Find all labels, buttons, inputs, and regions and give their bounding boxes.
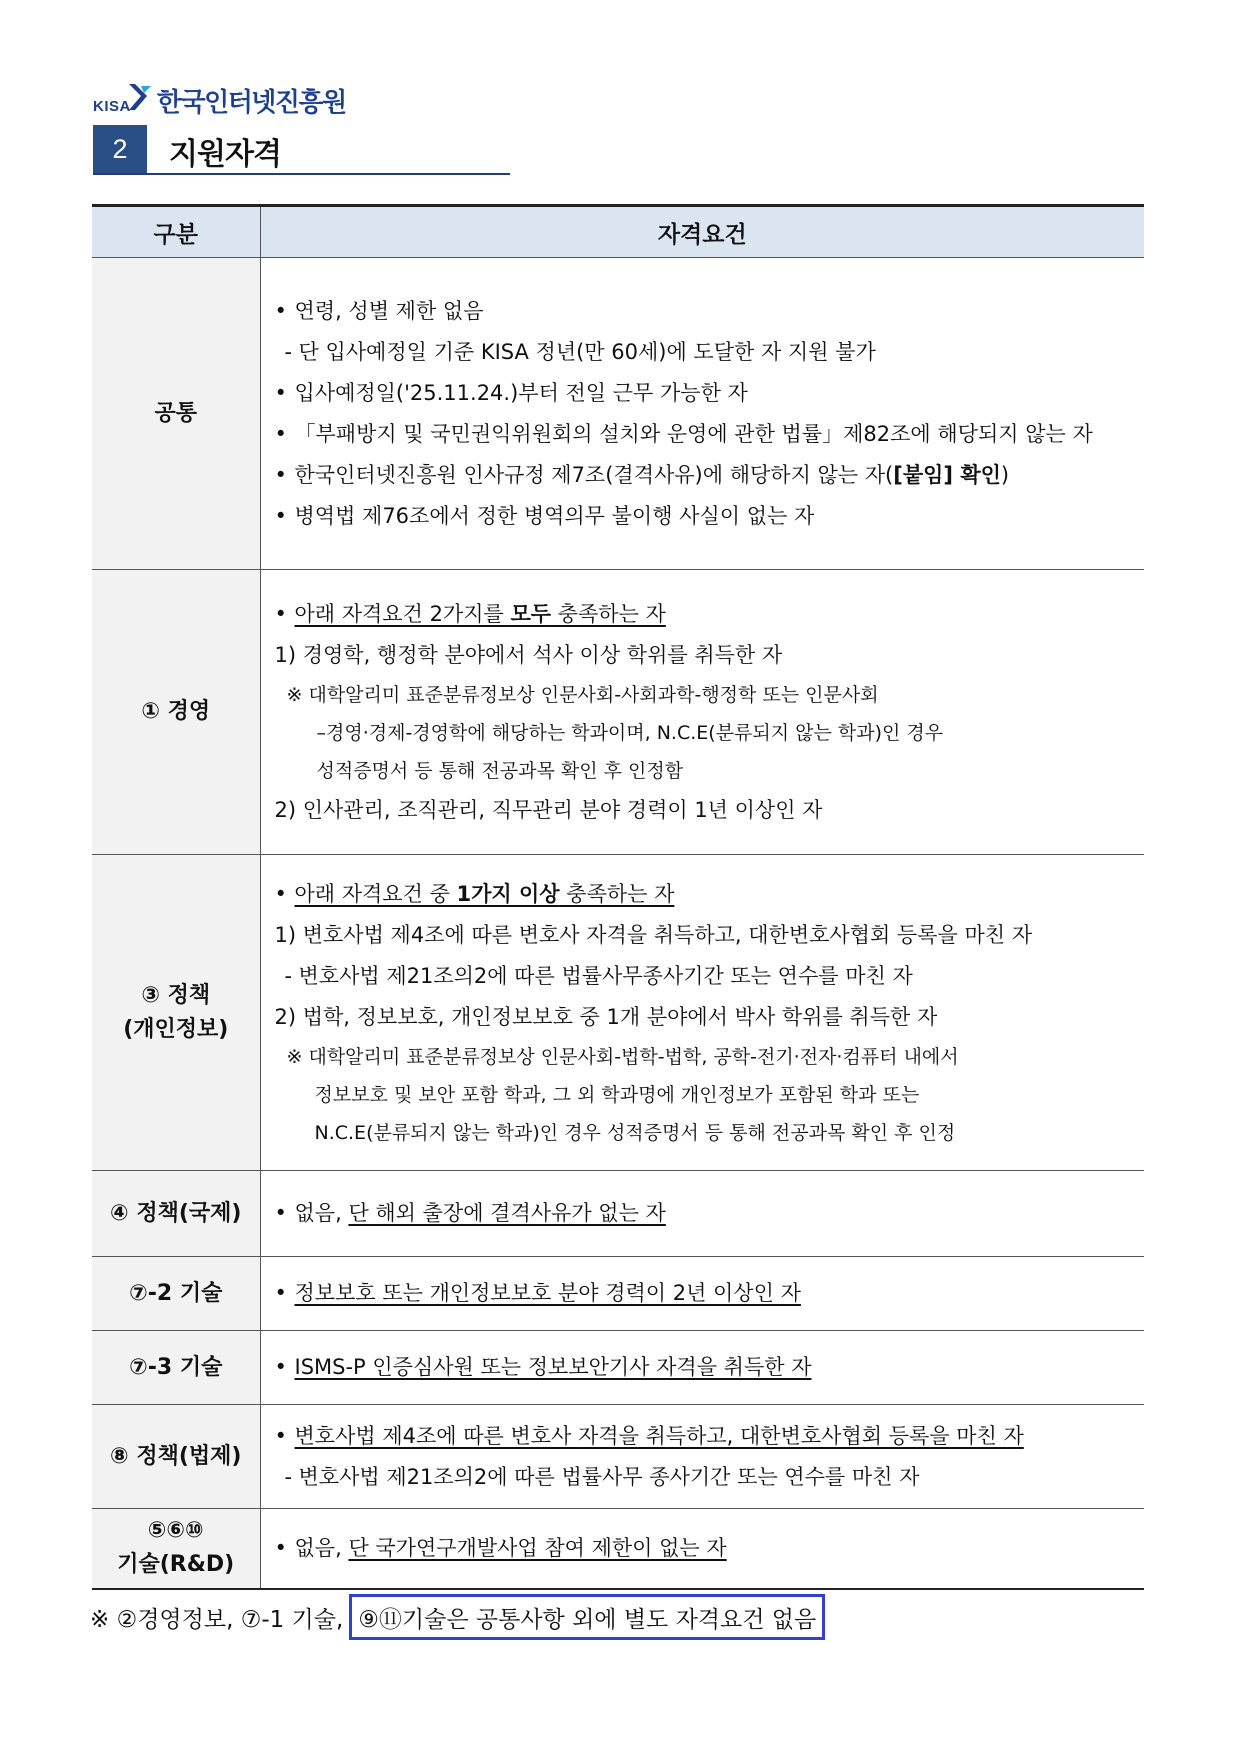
kisa-swoosh-icon xyxy=(127,82,153,112)
note-line: ※ 대학알리미 표준분류정보상 인문사회-사회과학-행정학 또는 인문사회 xyxy=(286,683,879,706)
label-line: 기술(R&D) xyxy=(117,1552,235,1578)
row-label-rnd xyxy=(92,1509,260,1589)
list-item: 2) 법학, 정보보호, 개인정보보호 중 1개 분야에서 박사 학위를 취득한 자 xyxy=(274,1004,938,1029)
label-line: (개인정보) xyxy=(123,1016,229,1042)
row-content-tech-7-3: • ISMS-P 인증심사원 또는 정보보안기사 자격을 취득한 자 xyxy=(260,1331,1144,1405)
note-line: 정보보호 및 보안 포함 학과, 그 외 학과명에 개인정보가 포함된 학과 또는 xyxy=(314,1083,920,1106)
list-item: 「부패방지 및 국민권익위원회의 설치와 운영에 관한 법률」제82조에 해당되지 않는 자 xyxy=(294,421,1093,446)
list-item xyxy=(295,882,675,906)
logo-org-name: 한국인터넷진흥원 xyxy=(156,87,346,118)
kisa-logo xyxy=(93,80,346,120)
list-item: 없음, xyxy=(294,1535,349,1560)
section-title: 지원자격 xyxy=(169,137,281,172)
row-label-common: 공통 xyxy=(92,258,260,570)
row-label-management: ① 경영 xyxy=(92,570,260,855)
note-line: –경영·경제-경영학에 해당하는 학과이며, N.C.E(분류되지 않는 학과)인 경우 xyxy=(316,721,944,744)
row-content-tech-7-2: • 정보보호 또는 개인정보보호 분야 경력이 2년 이상인 자 xyxy=(260,1257,1144,1331)
text-part: 아래 자격요건 중 xyxy=(294,881,457,906)
row-content-international: • 없음, 단 해외 출장에 결격사유가 없는 자 xyxy=(260,1171,1144,1257)
row-label-law: ⑧ 정책(법제) xyxy=(92,1405,260,1509)
table-row xyxy=(92,1171,1144,1257)
list-item-detail: 단 해외 출장에 결격사유가 없는 자 xyxy=(348,1201,666,1225)
section-heading xyxy=(93,125,510,175)
label-line: ⑤⑥⑩ xyxy=(147,1518,204,1544)
header-requirements: 자격요건 xyxy=(260,206,1144,258)
row-label-tech-7-2: ⑦-2 기술 xyxy=(92,1257,260,1331)
list-item: 변호사법 제4조에 따른 변호사 자격을 취득하고, 대한변호사협회 등록을 마친 자 xyxy=(294,1423,1024,1448)
table-row xyxy=(92,570,1144,855)
note-line: N.C.E(분류되지 않는 학과)인 경우 성적증명서 등 통해 전공과목 확인 후 인정 xyxy=(314,1121,956,1144)
table-row xyxy=(92,1257,1144,1331)
table-row xyxy=(92,258,1144,570)
emphasis: 1가지 이상 xyxy=(456,881,560,906)
requirements-table xyxy=(92,204,1144,1590)
list-item: ISMS-P 인증심사원 또는 정보보안기사 자격을 취득한 자 xyxy=(294,1355,812,1379)
list-item: 정보보호 또는 개인정보보호 분야 경력이 2년 이상인 자 xyxy=(294,1281,801,1305)
row-label-international: ④ 정책(국제) xyxy=(92,1171,260,1257)
list-item: 없음, xyxy=(294,1201,349,1225)
list-item: 1) 경영학, 행정학 분야에서 석사 이상 학위를 취득한 자 xyxy=(274,642,783,667)
list-item: 변호사법 제21조의2에 따른 법률사무종사기간 또는 연수를 마친 자 xyxy=(298,963,913,988)
row-content-rnd: • 없음, 단 국가연구개발사업 참여 제한이 없는 자 xyxy=(260,1509,1144,1589)
list-item: 입사예정일('25.11.24.)부터 전일 근무 가능한 자 xyxy=(294,380,748,405)
table-row xyxy=(92,1405,1144,1509)
section-number: 2 xyxy=(93,125,147,173)
list-item: 변호사법 제21조의2에 따른 법률사무 종사기간 또는 연수를 마친 자 xyxy=(298,1464,920,1489)
table-header-row xyxy=(92,206,1144,258)
footer-note xyxy=(90,1595,825,1639)
note-line: ※ 대학알리미 표준분류정보상 인문사회-법학-법학, 공학-전기·전자·컴퓨터 내에서 xyxy=(286,1045,959,1068)
footer-highlight-box: ⑨⑪기술은 공통사항 외에 별도 자격요건 없음 xyxy=(349,1594,825,1640)
row-content-management: • 아래 자격요건 2가지를 모두 충족하는 자 1) 경영학, 행정학 분야에서 석사 이상 학위를 취득한 자 ※ 대학알리미 표준분류정보상 인문사회-사회과학-행정학 또는 인문사회 –경영·경제-경영학에 해당하는 학과이며, N.C.E(분류되지 않는 학과)인 경우 성적증명서 등 통해 전공과목 확인 후 인정함 2) 인사관리, 조직관리, 직무관리 분야 경력이 1년 이상인 자 xyxy=(260,570,1144,855)
header-category: 구분 xyxy=(92,206,260,258)
attachment-reference: [붙임] 확인 xyxy=(893,462,1001,487)
row-content-law: • 변호사법 제4조에 따른 변호사 자격을 취득하고, 대한변호사협회 등록을 마친 자 - 변호사법 제21조의2에 따른 법률사무 종사기간 또는 연수를 마친 자 xyxy=(260,1405,1144,1509)
list-item: 1) 변호사법 제4조에 따른 변호사 자격을 취득하고, 대한변호사협회 등록을 마친 자 xyxy=(274,922,1032,947)
text-part: 충족하는 자 xyxy=(551,601,666,626)
note-line: 성적증명서 등 통해 전공과목 확인 후 인정함 xyxy=(316,759,684,782)
list-item xyxy=(295,602,666,626)
list-item: 연령, 성별 제한 없음 xyxy=(294,298,484,323)
paren-close: ) xyxy=(1000,462,1010,487)
row-content-privacy: • 아래 자격요건 중 1가지 이상 충족하는 자 1) 변호사법 제4조에 따른 변호사 자격을 취득하고, 대한변호사협회 등록을 마친 자 - 변호사법 제21조의2에 따른 법률사무종사기간 또는 연수를 마친 자 2) 법학, 정보보호, 개인정보보호 중 1개 분야에서 박사 학위를 취득한 자 ※ 대학알리미 표준분류정보상 인문사회-법학-법학, 공학-전기·전자·컴퓨터 내에서 정보보호 및 보안 포함 학과, 그 외 학과명에 개인정보가 포함된 학과 또는 N.C.E(분류되지 않는 학과)인 경우 성적증명서 등 통해 전공과목 확인 후 인정 xyxy=(260,855,1144,1171)
table-row xyxy=(92,1509,1144,1589)
list-item: 병역법 제76조에서 정한 병역의무 불이행 사실이 없는 자 xyxy=(294,503,815,528)
list-item: 단 입사예정일 기준 KISA 정년(만 60세)에 도달한 자 지원 불가 xyxy=(298,339,876,364)
text-part: 아래 자격요건 2가지를 xyxy=(294,601,511,626)
list-item: 2) 인사관리, 조직관리, 직무관리 분야 경력이 1년 이상인 자 xyxy=(274,797,823,822)
row-label-privacy xyxy=(92,855,260,1171)
text-part: 충족하는 자 xyxy=(559,881,675,906)
label-line: ③ 정책 xyxy=(141,982,211,1008)
table-row xyxy=(92,855,1144,1171)
row-label-tech-7-3: ⑦-3 기술 xyxy=(92,1331,260,1405)
logo-kisa-text: KISA xyxy=(93,97,131,115)
row-content-common: • 연령, 성별 제한 없음 - 단 입사예정일 기준 KISA 정년(만 60세)에 도달한 자 지원 불가 • 입사예정일('25.11.24.)부터 전일 근무 가능한 자 • 「부패방지 및 국민권익위원회의 설치와 운영에 관한 법률」제82조에 해당되지 않는 자 • 한국인터넷진흥원 인사규정 제7조(결격사유)에 해당하지 않는 자([붙임] 확인) • 병역법 제76조에서 정한 병역의무 불이행 사실이 없는 자 xyxy=(260,258,1144,570)
footer-prefix: ※ ②경영정보, ⑦-1 기술, xyxy=(90,1606,344,1633)
list-item: 한국인터넷진흥원 인사규정 제7조(결격사유)에 해당하지 않는 자( xyxy=(294,462,894,487)
emphasis: 모두 xyxy=(510,601,552,626)
list-item-detail: 단 국가연구개발사업 참여 제한이 없는 자 xyxy=(348,1535,727,1560)
table-row xyxy=(92,1331,1144,1405)
